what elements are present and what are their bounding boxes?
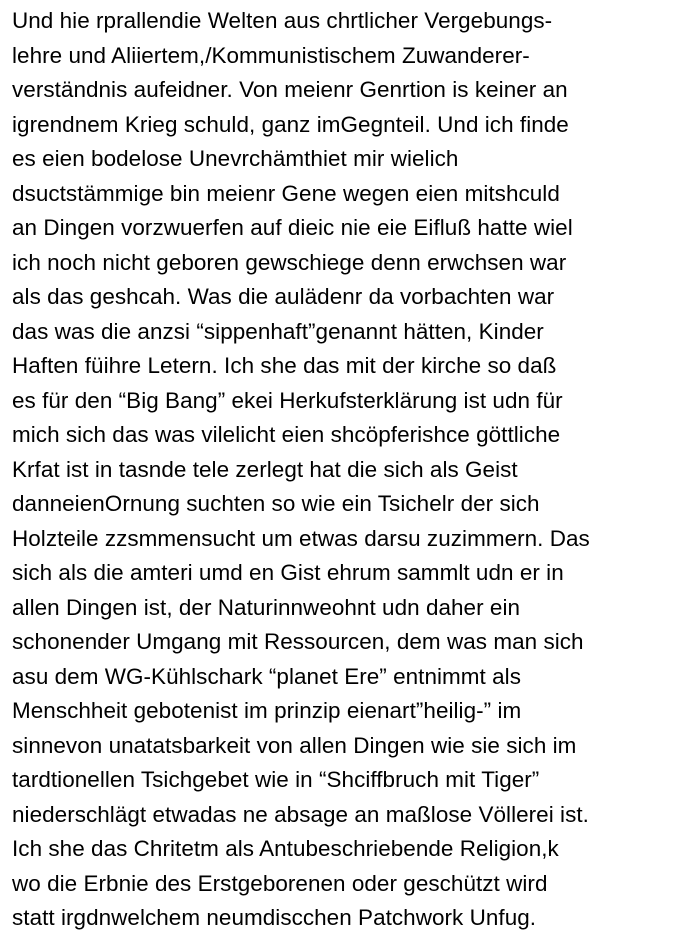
text-line: ich noch nicht geboren gewschiege denn erwchsen war xyxy=(12,249,567,275)
text-line: danneienOrnung suchten so wie ein Tsichelr der sich xyxy=(12,491,540,516)
text-line: Menschheit gebotenist im prinzip eienart”heilig-” im xyxy=(12,698,522,723)
text-line: tardtionellen Tsichgebet wie in “Shciffbruch mit Tiger” xyxy=(12,767,540,792)
text-line: dsuctstämmige bin meienr Gene wegen eien mitshculd xyxy=(12,180,560,206)
text-line: asu dem WG-Kühlschark “planet Ere” entnimmt als xyxy=(12,663,521,689)
text-line: igrendnem Krieg schuld, ganz imGegnteil. Und ich finde xyxy=(12,111,569,137)
text-line: Krfat ist in tasnde tele zerlegt hat die sich als Geist xyxy=(12,456,518,482)
text-line: das was die anzsi “sippenhaft”genannt hätten, Kinder xyxy=(12,318,544,344)
body-text xyxy=(12,4,678,936)
text-line: verständnis aufeidner. Von meienr Genrtion is keiner an xyxy=(12,77,568,102)
text-line: es für den “Big Bang” ekei Herkufsterklärung ist udn für xyxy=(12,387,563,413)
text-line: wo die Erbnie des Erstgeborenen oder geschützt wird xyxy=(12,870,548,896)
text-line: als das geshcah. Was die aulädenr da vorbachten war xyxy=(12,284,555,309)
text-line: niederschlägt etwadas ne absage an maßlose Völlerei ist. xyxy=(12,801,589,827)
text-line: allen Dingen ist, der Naturinnweohnt udn daher ein xyxy=(12,594,521,620)
text-line: an Dingen vorzwuerfen auf dieic nie eie Eifluß hatte wiel xyxy=(12,215,573,240)
text-line: Und hie rprallendie Welten aus chrtlicher Vergebungs- xyxy=(12,8,553,33)
text-line: Haften füihre Letern. Ich she das mit der kirche so daß xyxy=(12,353,557,378)
text-line: es eien bodelose Unevrchämthiet mir wielich xyxy=(12,146,459,171)
text-line: schonender Umgang mit Ressourcen, dem was man sich xyxy=(12,629,584,654)
text-line: lehre und Aliiertem,/Kommunistischem Zuwanderer- xyxy=(12,42,530,68)
text-line: sich als die amteri umd en Gist ehrum sammlt udn er in xyxy=(12,560,564,585)
text-line: statt irgdnwelchem neumdiscchen Patchwork Unfug. xyxy=(12,905,537,930)
text-line: sinnevon unatatsbarkeit von allen Dingen wie sie sich im xyxy=(12,732,577,758)
text-line: Ich she das Chritetm als Antubeschriebende Religion,k xyxy=(12,836,559,861)
text-line: Holzteile zzsmmensucht um etwas darsu zuzimmern. Das xyxy=(12,525,590,551)
text-line: mich sich das was vilelicht eien shcöpferishce göttliche xyxy=(12,422,561,447)
